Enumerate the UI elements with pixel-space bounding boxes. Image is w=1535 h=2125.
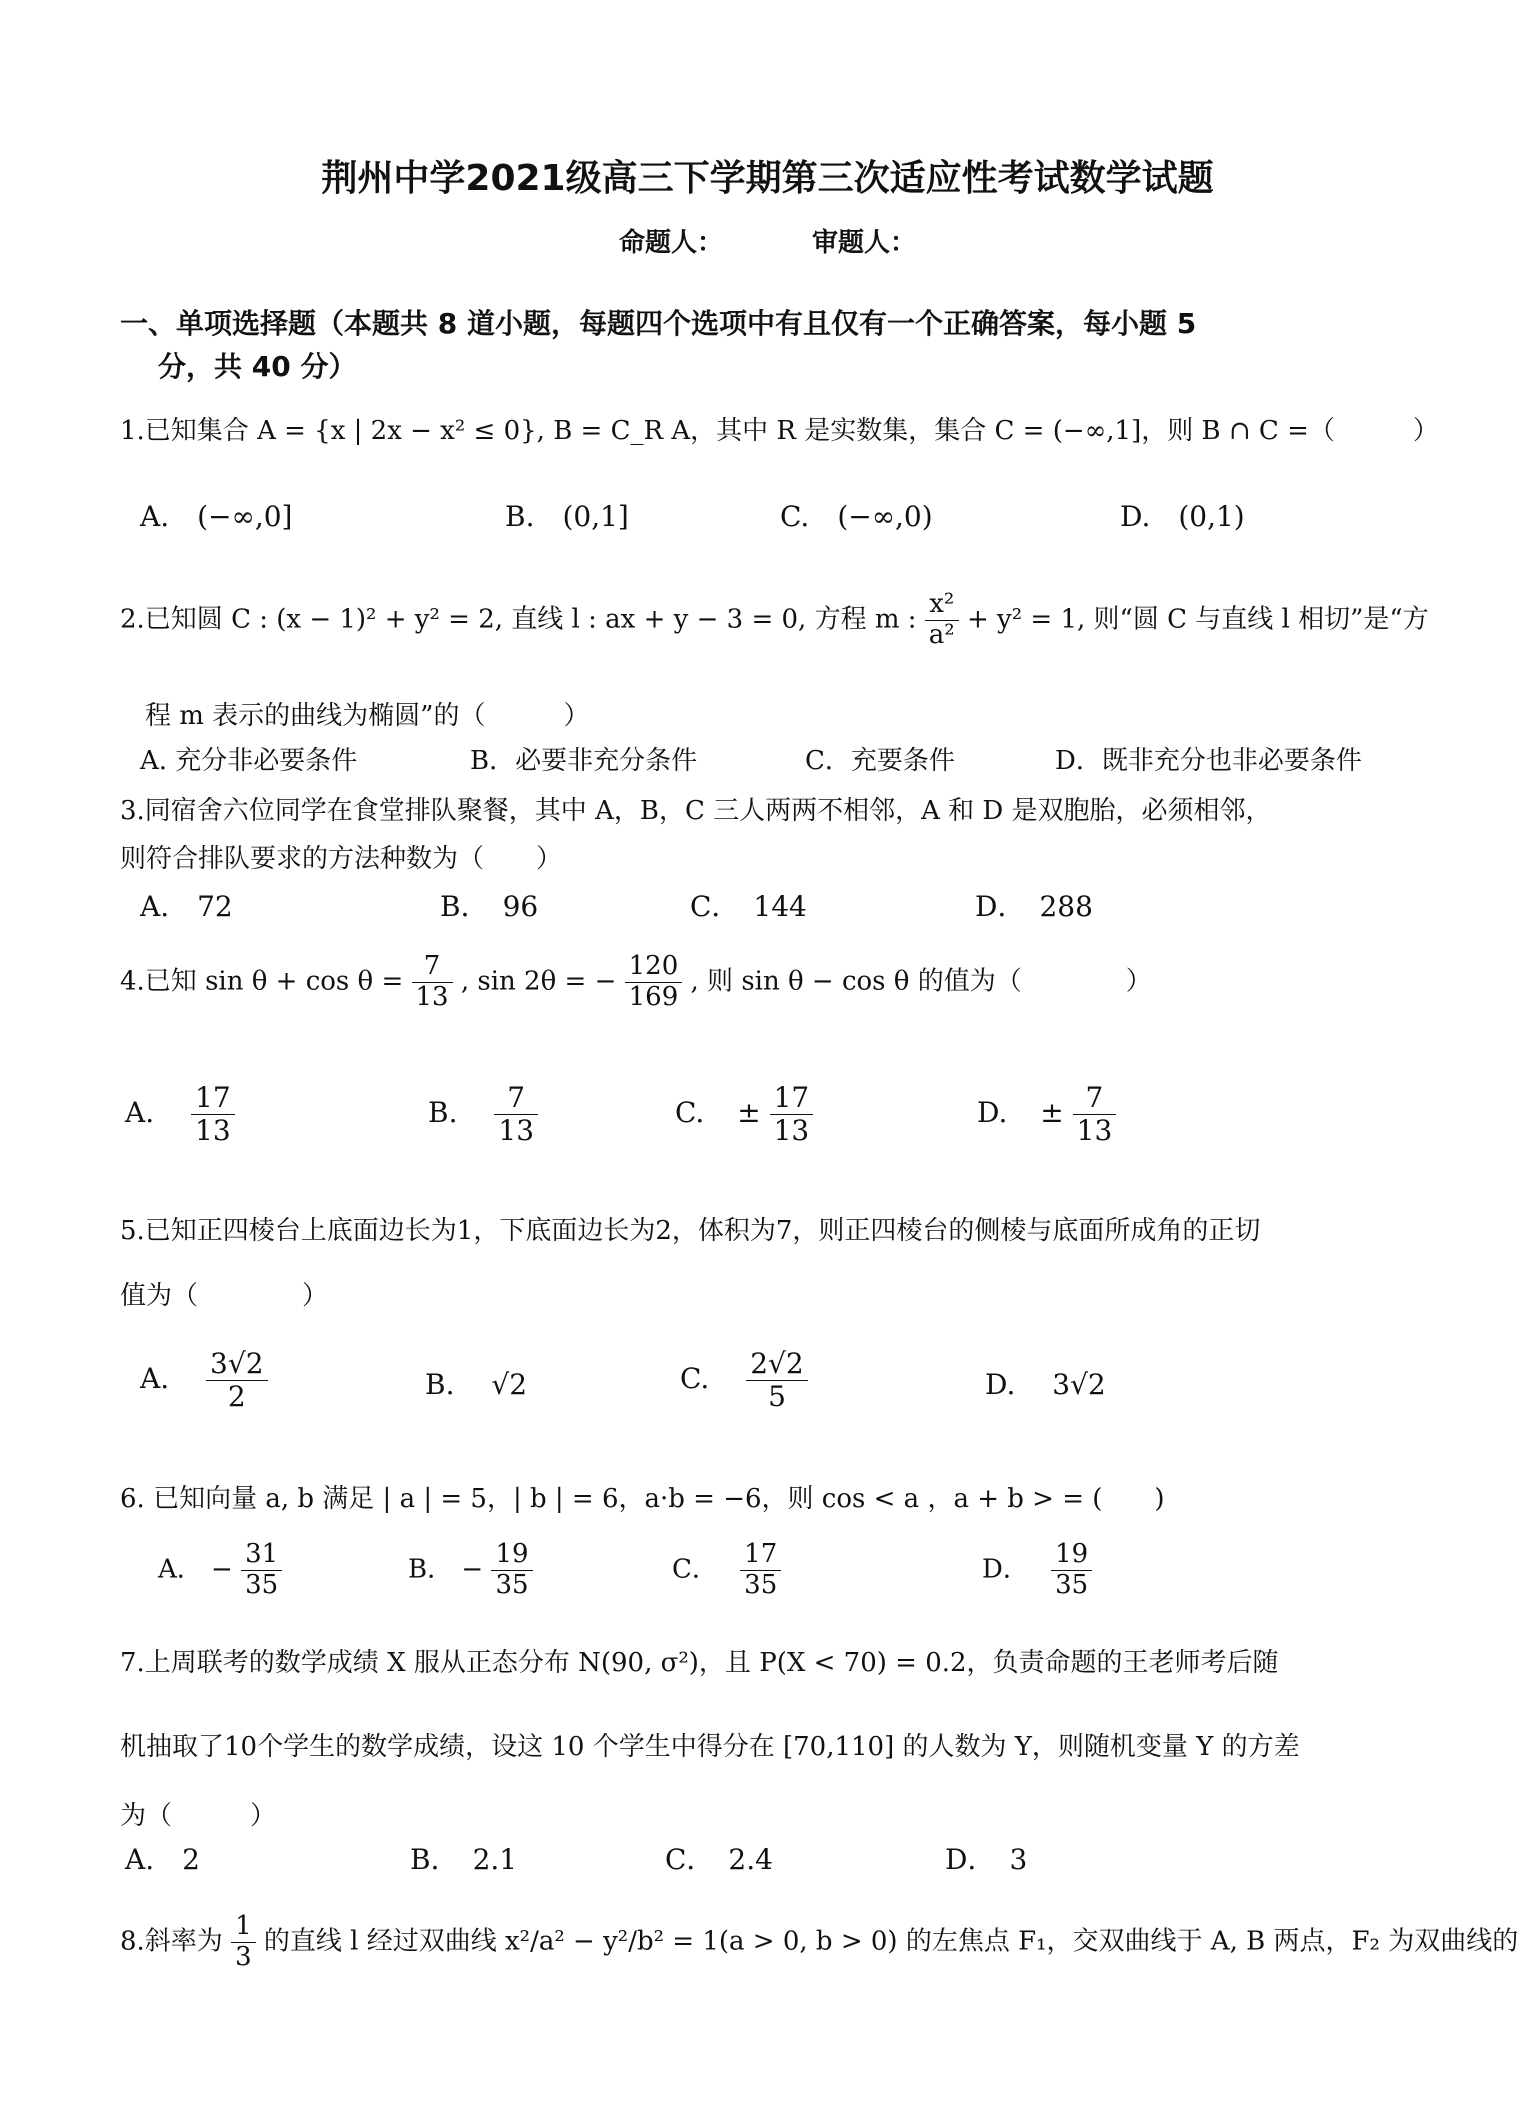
question-8-text — [120, 1912, 1518, 1973]
q5-option-a-frac — [206, 1348, 267, 1413]
q4-option-c-letter: C. — [675, 1096, 705, 1130]
q6-option-d-frac — [1051, 1540, 1092, 1601]
q7-option-d: D． 3 — [945, 1843, 1028, 1876]
question-6-text: 6. 已知向量 a, b 满足 | a | = 5，| b | = 6，a·b = −6，则 cos < a ，a + b > = ( ) — [120, 1484, 1165, 1514]
q6-option-a-frac — [241, 1540, 282, 1601]
q4-text-c: , 则 sin θ − cos θ 的值为（ ） — [690, 966, 1152, 997]
q8-text-b: 的直线 l 经过双曲线 x²/a² − y²/b² = 1(a > 0, b > 0) 的左焦点 F₁，交双曲线于 A, B 两点，F₂ 为双曲线的 — [263, 1926, 1519, 1957]
q6-option-c-letter: C． — [672, 1554, 718, 1585]
q7-option-a: A. 2 — [125, 1843, 200, 1876]
section-heading-line1: 一、单项选择题（本题共 8 道小题，每题四个选项中有且仅有一个正确答案，每小题 5 — [120, 307, 1197, 340]
q4-f2-den: 169 — [628, 981, 679, 1012]
q4-option-b-letter: B. — [428, 1096, 458, 1130]
q6-option-b-sign: − — [461, 1554, 484, 1585]
q1-option-c: C. (−∞,0) — [780, 500, 933, 533]
q6-option-c-num: 17 — [740, 1540, 781, 1571]
q4-option-b — [428, 1082, 538, 1147]
question-5-line2: 值为（ ） — [120, 1281, 329, 1311]
q6-option-a-num: 31 — [241, 1540, 282, 1571]
q6-option-d-letter: D． — [982, 1554, 1029, 1585]
q4-option-b-num: 7 — [494, 1082, 538, 1115]
q6-option-c-frac — [740, 1540, 781, 1601]
question-2-text — [120, 590, 1429, 651]
q2-frac-den: a² — [928, 619, 955, 650]
q4-fraction-2 — [625, 952, 683, 1013]
q5-option-d-value: 3√2 — [1052, 1368, 1106, 1401]
q4-f1-num: 7 — [412, 952, 453, 983]
q5-option-a-num: 3√2 — [206, 1348, 267, 1381]
q4-option-c — [675, 1082, 813, 1147]
question-7-line1: 7.上周联考的数学成绩 X 服从正态分布 N(90, σ²)，且 P(X < 70) = 0.2，负责命题的王老师考后随 — [120, 1648, 1279, 1678]
q4-option-d-sign: ± — [1040, 1096, 1064, 1130]
q5-option-b-letter: B. — [425, 1368, 455, 1401]
q6-option-a-den: 35 — [245, 1569, 279, 1600]
q4-option-d-frac — [1073, 1082, 1117, 1147]
q6-option-d-den: 35 — [1055, 1569, 1089, 1600]
q4-option-b-den: 13 — [498, 1114, 535, 1148]
q6-option-b-den: 35 — [495, 1569, 529, 1600]
setter-label: 命题人： — [618, 228, 723, 258]
q2-frac-num: x² — [925, 590, 959, 621]
q5-option-a-letter: A. — [140, 1362, 170, 1396]
q5-option-c-frac — [746, 1348, 807, 1413]
q6-option-a-letter: A． — [158, 1554, 203, 1585]
page-title: 荆州中学2021级高三下学期第三次适应性考试数学试题 — [321, 158, 1214, 199]
q2-option-b: B．必要非充分条件 — [470, 746, 698, 776]
q4-option-c-frac — [770, 1082, 814, 1147]
q4-option-a-den: 13 — [195, 1114, 231, 1148]
q5-option-c-num: 2√2 — [746, 1348, 807, 1381]
q2-text-before: 2.已知圆 C : (x − 1)² + y² = 2, 直线 l : ax + y − 3 = 0, 方程 m : — [120, 604, 917, 635]
q4-text-a: 4.已知 sin θ + cos θ = — [120, 966, 404, 997]
q5-option-d — [985, 1368, 1106, 1401]
q6-option-b — [408, 1540, 533, 1601]
q4-option-c-den: 13 — [773, 1114, 810, 1148]
question-7-line3: 为（ ） — [120, 1801, 277, 1831]
section-heading-line2: 分，共 40 分） — [158, 350, 357, 383]
q7-option-c: C． 2.4 — [665, 1843, 773, 1876]
q1-option-b: B. (0,1] — [505, 500, 629, 533]
q3-option-b: B． 96 — [440, 890, 539, 923]
q4-option-a-num: 17 — [191, 1082, 235, 1115]
q4-option-d-den: 13 — [1076, 1114, 1113, 1148]
reviewer-label: 审题人： — [812, 228, 917, 258]
q5-option-a-den: 2 — [227, 1380, 246, 1414]
q6-option-c-den: 35 — [744, 1569, 778, 1600]
q6-option-b-num: 19 — [491, 1540, 532, 1571]
question-7-line2: 机抽取了10个学生的数学成绩，设这 10 个学生中得分在 [70,110] 的人数为 Y，则随机变量 Y 的方差 — [120, 1732, 1300, 1762]
q4-text-b: , sin 2θ = − — [460, 966, 617, 997]
q2-option-c: C．充要条件 — [805, 746, 955, 776]
q5-option-c-den: 5 — [768, 1380, 786, 1414]
q5-option-a — [140, 1348, 268, 1413]
q4-option-c-sign: ± — [737, 1096, 761, 1130]
q4-option-b-frac — [494, 1082, 538, 1147]
q4-option-d-letter: D. — [977, 1096, 1008, 1130]
q8-fraction — [231, 1912, 256, 1973]
q2-fraction — [925, 590, 959, 651]
q8-text-a: 8.斜率为 — [120, 1926, 223, 1957]
q6-option-a-sign: − — [211, 1554, 233, 1585]
q2-option-a: A. 充分非必要条件 — [140, 746, 358, 776]
q6-option-a — [158, 1540, 282, 1601]
q1-option-a: A. (−∞,0] — [140, 500, 293, 533]
question-4-text — [120, 952, 1152, 1013]
setter-reviewer-line — [0, 222, 1535, 259]
q4-option-a-frac — [191, 1082, 235, 1147]
q4-option-d-num: 7 — [1073, 1082, 1117, 1115]
question-3-line2: 则符合排队要求的方法种数为（ ） — [120, 844, 563, 874]
q4-f2-num: 120 — [625, 952, 683, 983]
q2-option-d: D．既非充分也非必要条件 — [1055, 746, 1362, 776]
q4-f1-den: 13 — [415, 981, 449, 1012]
q5-option-b — [425, 1368, 527, 1401]
q7-option-b: B． 2.1 — [410, 1843, 518, 1876]
q4-fraction-1 — [412, 952, 453, 1013]
q4-option-a — [125, 1082, 235, 1147]
q3-option-a: A. 72 — [140, 890, 233, 923]
q4-option-a-letter: A. — [125, 1096, 155, 1130]
q6-option-b-letter: B． — [408, 1554, 454, 1585]
q4-option-d — [977, 1082, 1116, 1147]
q6-option-b-frac — [491, 1540, 532, 1601]
q5-option-b-value: √2 — [491, 1368, 528, 1401]
q6-option-d — [982, 1540, 1092, 1601]
q8-frac-num: 1 — [231, 1912, 256, 1943]
q5-option-d-letter: D. — [985, 1368, 1016, 1401]
q5-option-c-letter: C. — [680, 1362, 710, 1396]
q4-option-c-num: 17 — [770, 1082, 814, 1115]
q5-option-c — [680, 1348, 808, 1413]
q6-option-d-num: 19 — [1051, 1540, 1092, 1571]
question-1-text: 1.已知集合 A = {x | 2x − x² ≤ 0}, B = C_R A，其中 R 是实数集，集合 C = (−∞,1]，则 B ∩ C =（ ） — [120, 416, 1439, 446]
q3-option-d: D． 288 — [975, 890, 1093, 923]
q3-option-c: C． 144 — [690, 890, 807, 923]
q8-frac-den: 3 — [235, 1941, 252, 1972]
q6-option-c — [672, 1540, 781, 1601]
question-3-line1: 3.同宿舍六位同学在食堂排队聚餐，其中 A，B，C 三人两两不相邻，A 和 D 是双胞胎，必须相邻， — [120, 796, 1272, 826]
question-5-line1: 5.已知正四棱台上底面边长为1，下底面边长为2，体积为7，则正四棱台的侧棱与底面所成角的正切 — [120, 1216, 1261, 1246]
q1-option-d: D. (0,1) — [1120, 500, 1245, 533]
q2-text-after: + y² = 1, 则“圆 C 与直线 l 相切”是“方 — [967, 604, 1429, 635]
question-2-line2: 程 m 表示的曲线为椭圆”的（ ） — [145, 701, 590, 731]
